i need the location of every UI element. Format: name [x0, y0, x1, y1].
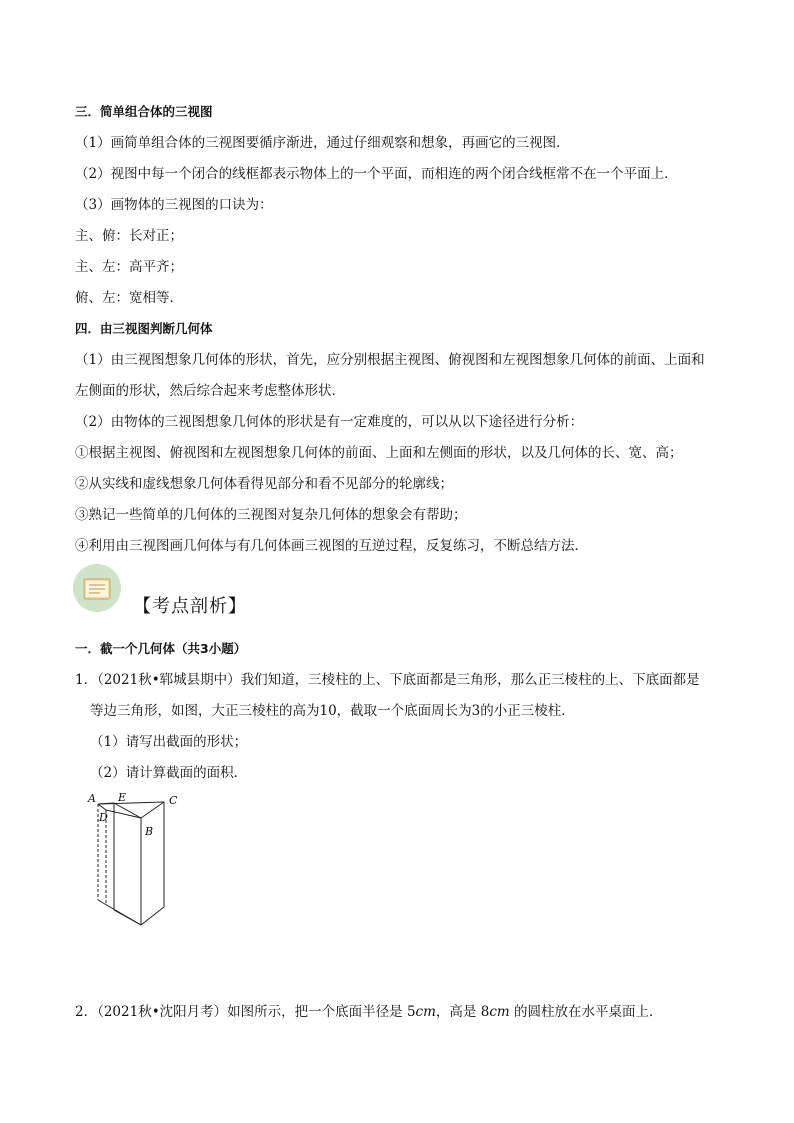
question-2-line — [75, 1002, 662, 1022]
section-3-title: 三．简单组合体的三视图 — [75, 104, 213, 119]
s4-paragraph-2: （2）由物体的三视图想象几何体的形状是有一定难度的，可以从以下途径进行分析： — [75, 414, 584, 430]
small-prism-top-edge — [98, 804, 106, 810]
s3-rhyme-1: 主、俯：长对正； — [75, 228, 183, 244]
question-1-sub-2: （2）请计算截面的面积． — [90, 765, 248, 781]
label-D: D — [99, 811, 108, 824]
prism-top-front-edge — [106, 810, 141, 818]
prism-bottom-edge — [114, 910, 141, 925]
prism-top-edge — [141, 802, 164, 818]
label-C: C — [169, 794, 178, 807]
triangular-prism-figure — [84, 790, 194, 930]
question-2-pre: 2．（2021秋•沈阳月考）如图所示，把一个底面半径是 5 — [75, 1004, 416, 1020]
question-1-line-2: 等边三角形，如图，大正三棱柱的高为10，截取一个底面周长为3的小正三棱柱． — [90, 703, 575, 719]
section-4-title: 四．由三视图判断几何体 — [75, 321, 213, 336]
label-E: E — [118, 791, 127, 804]
s3-paragraph-2: （2）视图中每一个闭合的线框都表示物体上的一个平面，而相连的两个闭合线框常不在一个平面上． — [75, 166, 678, 182]
s3-rhyme-3: 俯、左：宽相等． — [75, 290, 183, 306]
question-2-post: 的圆柱放在水平桌面上． — [509, 1004, 663, 1020]
question-2-mid: ，高是 8 — [435, 1004, 490, 1020]
s4-circled-3: ③熟记一些简单的几何体的三视图对复杂几何体的想象会有帮助； — [75, 507, 467, 523]
s4-circled-1: ①根据主视图、俯视图和左视图想象几何体的前面、上面和左侧面的形状，以及几何体的长、宽、高； — [75, 445, 683, 461]
banner-title: 【考点剖析】 — [133, 596, 247, 617]
label-A: A — [88, 792, 96, 805]
s4-circled-2: ②从实线和虚线想象几何体看得见部分和看不见部分的轮廓线； — [75, 476, 453, 492]
s3-paragraph-1: （1）画简单组合体的三视图要循序渐进，通过仔细观察和想象，再画它的三视图． — [75, 135, 570, 151]
s4-paragraph-1a: （1）由三视图想象几何体的形状，首先，应分别根据主视图、俯视图和左视图想象几何体的前面、上面和 — [75, 352, 705, 368]
unit-cm-1: cm — [415, 1004, 436, 1020]
unit-cm-2: cm — [489, 1004, 510, 1020]
prism-bottom-edge — [141, 907, 164, 925]
part-1-title: 一．截一个几何体（共3小题） — [75, 641, 247, 656]
s4-paragraph-1b: 左侧面的形状，然后综合起来考虑整体形状． — [75, 383, 345, 399]
question-1-line-1: 1．（2021秋•郓城县期中）我们知道，三棱柱的上、下底面都是三角形，那么正三棱柱的上、下底面都是 — [75, 672, 700, 688]
notebook-icon — [72, 563, 122, 613]
prism-top-edge — [114, 803, 141, 818]
question-1-sub-1: （1）请写出截面的形状； — [90, 734, 248, 750]
s4-circled-4: ④利用由三视图画几何体与有几何体画三视图的互逆过程，反复练习，不断总结方法． — [75, 538, 588, 554]
label-B: B — [145, 825, 154, 838]
s3-paragraph-3: （3）画物体的三视图的口诀为： — [75, 197, 273, 213]
s3-rhyme-2: 主、左：高平齐； — [75, 259, 183, 275]
